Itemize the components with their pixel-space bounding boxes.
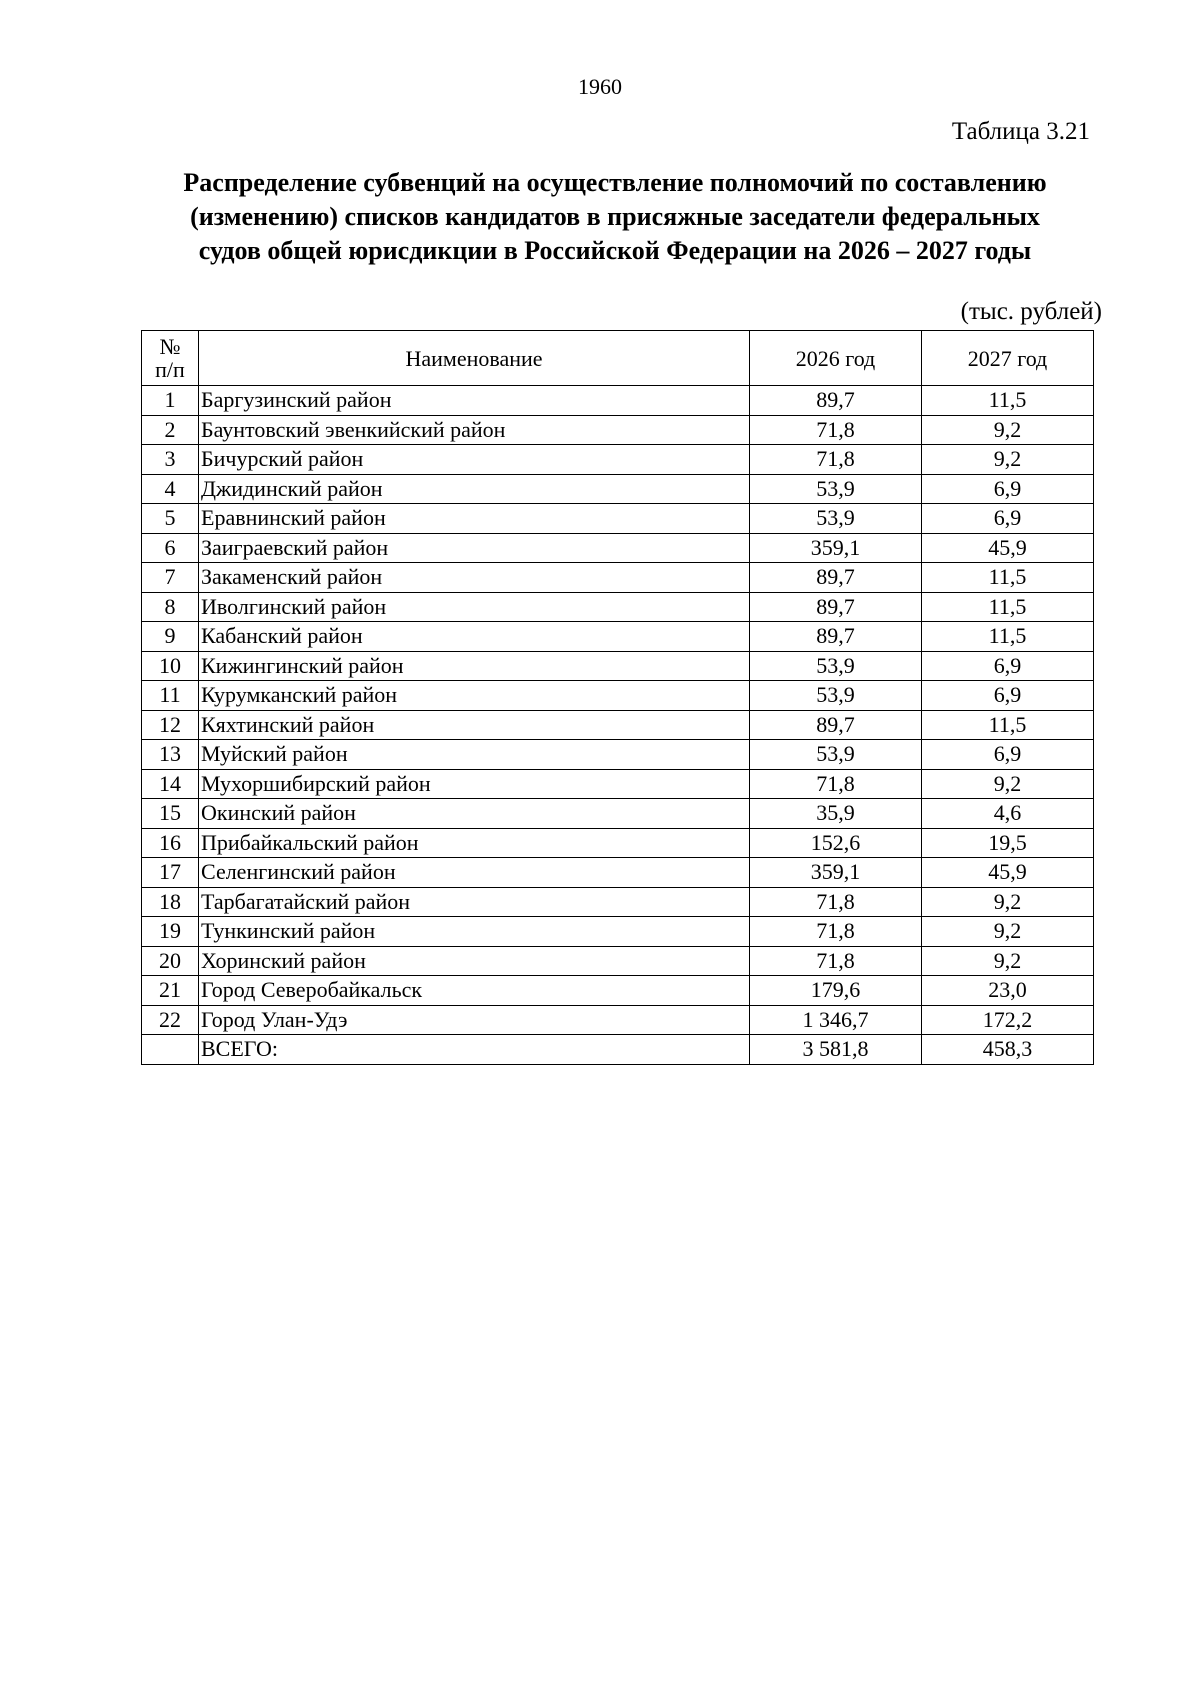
total-value-2026: 3 581,8 (750, 1035, 922, 1065)
row-value-2026: 53,9 (750, 504, 922, 534)
header-num-abbr: п/п (155, 357, 185, 382)
row-value-2026: 89,7 (750, 563, 922, 593)
table-row (142, 858, 1094, 888)
total-value-2027: 458,3 (922, 1035, 1094, 1065)
row-number: 16 (142, 828, 199, 858)
table-caption: Таблица 3.21 (951, 118, 1090, 145)
header-name: Наименование (199, 331, 750, 386)
table-row (142, 445, 1094, 475)
row-value-2027: 19,5 (922, 828, 1094, 858)
row-number: 21 (142, 976, 199, 1006)
row-number: 18 (142, 887, 199, 917)
table-row (142, 681, 1094, 711)
table-row (142, 946, 1094, 976)
row-value-2027: 45,9 (922, 533, 1094, 563)
row-value-2027: 11,5 (922, 710, 1094, 740)
row-name: Окинский район (199, 799, 750, 829)
table-row (142, 799, 1094, 829)
row-value-2026: 71,8 (750, 917, 922, 947)
row-value-2026: 89,7 (750, 386, 922, 416)
table-row (142, 563, 1094, 593)
row-value-2026: 89,7 (750, 592, 922, 622)
table-row (142, 887, 1094, 917)
row-value-2026: 179,6 (750, 976, 922, 1006)
row-name: Кижингинский район (199, 651, 750, 681)
row-value-2027: 11,5 (922, 386, 1094, 416)
row-value-2027: 9,2 (922, 445, 1094, 475)
row-number: 14 (142, 769, 199, 799)
table-row (142, 592, 1094, 622)
row-number: 15 (142, 799, 199, 829)
table-row (142, 474, 1094, 504)
row-name: Хоринский район (199, 946, 750, 976)
row-value-2027: 9,2 (922, 769, 1094, 799)
row-name: Кабанский район (199, 622, 750, 652)
row-value-2026: 89,7 (750, 710, 922, 740)
row-value-2026: 53,9 (750, 474, 922, 504)
row-value-2026: 359,1 (750, 533, 922, 563)
subvention-table (141, 330, 1094, 1065)
row-value-2026: 53,9 (750, 740, 922, 770)
row-value-2027: 6,9 (922, 504, 1094, 534)
row-name: Бичурский район (199, 445, 750, 475)
table-row (142, 740, 1094, 770)
table-row (142, 769, 1094, 799)
title-line: судов общей юрисдикции в Российской Федерации на 2026 – 2027 годы (198, 236, 1032, 265)
row-value-2027: 11,5 (922, 622, 1094, 652)
table-row (142, 651, 1094, 681)
document-title (140, 166, 1090, 268)
total-number (142, 1035, 199, 1065)
row-value-2027: 172,2 (922, 1005, 1094, 1035)
row-number: 17 (142, 858, 199, 888)
row-number: 12 (142, 710, 199, 740)
table-header-row (142, 331, 1094, 386)
row-value-2027: 6,9 (922, 474, 1094, 504)
page-number: 1960 (578, 74, 622, 99)
row-value-2026: 71,8 (750, 445, 922, 475)
total-row (142, 1035, 1094, 1065)
row-name: Тункинский район (199, 917, 750, 947)
row-name: Курумканский район (199, 681, 750, 711)
row-value-2026: 1 346,7 (750, 1005, 922, 1035)
row-value-2027: 9,2 (922, 415, 1094, 445)
table-row (142, 917, 1094, 947)
table-row (142, 386, 1094, 416)
row-value-2026: 71,8 (750, 946, 922, 976)
row-number: 3 (142, 445, 199, 475)
row-value-2027: 11,5 (922, 592, 1094, 622)
row-value-2027: 6,9 (922, 681, 1094, 711)
row-name: Иволгинский район (199, 592, 750, 622)
row-number: 13 (142, 740, 199, 770)
row-number: 2 (142, 415, 199, 445)
row-number: 22 (142, 1005, 199, 1035)
row-number: 11 (142, 681, 199, 711)
row-name: Кяхтинский район (199, 710, 750, 740)
row-value-2026: 359,1 (750, 858, 922, 888)
row-name: Мухоршибирский район (199, 769, 750, 799)
row-value-2027: 23,0 (922, 976, 1094, 1006)
table-row (142, 533, 1094, 563)
title-line: (изменению) списков кандидатов в присяжные заседатели федеральных (190, 202, 1040, 231)
row-number: 4 (142, 474, 199, 504)
row-name: Селенгинский район (199, 858, 750, 888)
row-number: 5 (142, 504, 199, 534)
row-number: 20 (142, 946, 199, 976)
row-value-2027: 11,5 (922, 563, 1094, 593)
title-line: Распределение субвенций на осуществление полномочий по составлению (183, 168, 1047, 197)
table-row (142, 710, 1094, 740)
row-name: Заиграевский район (199, 533, 750, 563)
table-row (142, 1005, 1094, 1035)
row-value-2027: 6,9 (922, 740, 1094, 770)
row-name: Еравнинский район (199, 504, 750, 534)
row-number: 9 (142, 622, 199, 652)
row-number: 10 (142, 651, 199, 681)
row-number: 7 (142, 563, 199, 593)
header-year-2026: 2026 год (750, 331, 922, 386)
row-value-2027: 9,2 (922, 887, 1094, 917)
header-num-symbol: № (159, 334, 181, 359)
header-year-2027: 2027 год (922, 331, 1094, 386)
table-row (142, 622, 1094, 652)
row-name: Муйский район (199, 740, 750, 770)
row-value-2027: 4,6 (922, 799, 1094, 829)
row-name: Тарбагатайский район (199, 887, 750, 917)
total-label: ВСЕГО: (199, 1035, 750, 1065)
row-value-2027: 6,9 (922, 651, 1094, 681)
table-row (142, 415, 1094, 445)
row-name: Джидинский район (199, 474, 750, 504)
row-number: 1 (142, 386, 199, 416)
row-name: Закаменский район (199, 563, 750, 593)
row-name: Баргузинский район (199, 386, 750, 416)
row-value-2026: 89,7 (750, 622, 922, 652)
row-value-2026: 152,6 (750, 828, 922, 858)
row-number: 8 (142, 592, 199, 622)
row-value-2026: 71,8 (750, 887, 922, 917)
header-num (142, 331, 199, 386)
row-value-2027: 45,9 (922, 858, 1094, 888)
row-value-2027: 9,2 (922, 946, 1094, 976)
row-number: 19 (142, 917, 199, 947)
row-value-2026: 71,8 (750, 415, 922, 445)
row-value-2026: 71,8 (750, 769, 922, 799)
row-name: Прибайкальский район (199, 828, 750, 858)
units-label: (тыс. рублей) (960, 298, 1102, 325)
row-value-2027: 9,2 (922, 917, 1094, 947)
table-body (142, 386, 1094, 1065)
table-row (142, 828, 1094, 858)
row-value-2026: 35,9 (750, 799, 922, 829)
table-row (142, 976, 1094, 1006)
row-value-2026: 53,9 (750, 681, 922, 711)
row-name: Город Улан-Удэ (199, 1005, 750, 1035)
row-number: 6 (142, 533, 199, 563)
row-name: Город Северобайкальск (199, 976, 750, 1006)
table-row (142, 504, 1094, 534)
row-name: Баунтовский эвенкийский район (199, 415, 750, 445)
row-value-2026: 53,9 (750, 651, 922, 681)
